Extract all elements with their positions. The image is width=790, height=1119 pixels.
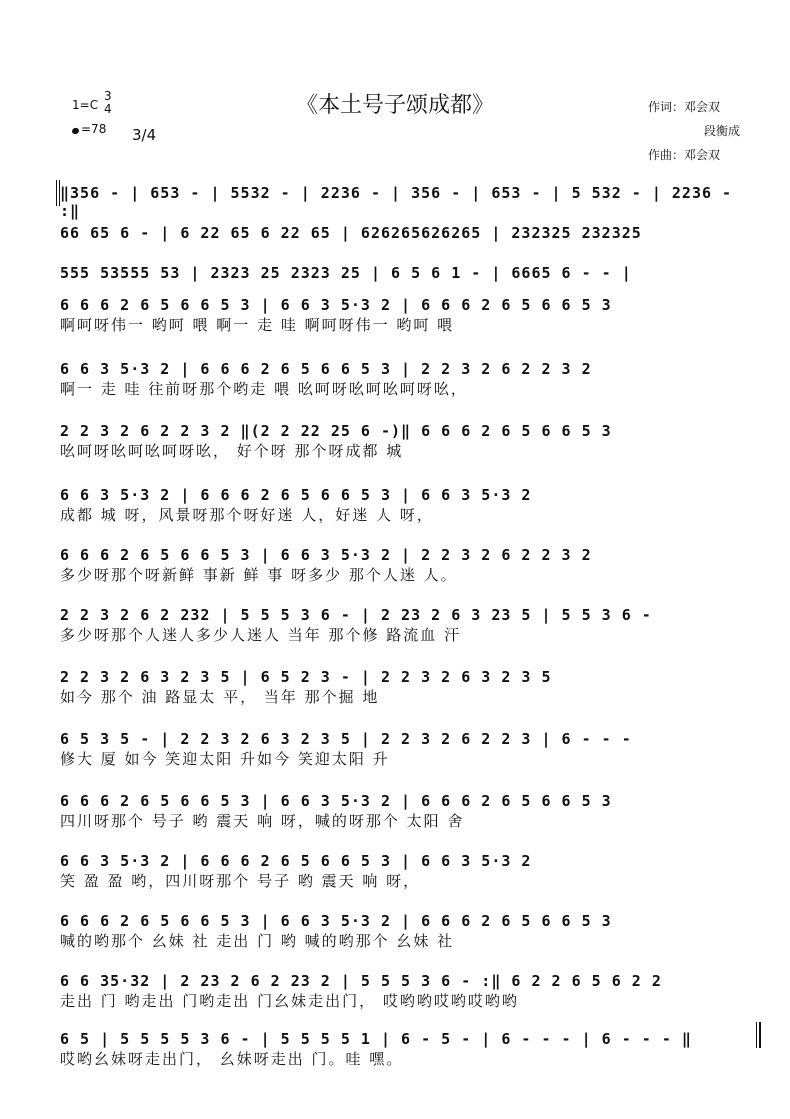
quarter-note-icon (71, 127, 80, 135)
score-notes: 6 6 3 5·3 2 | 6 6 6 2 6 5 6 6 5 3 | 2 2 3 2 6 2 2 3 2 (60, 360, 592, 378)
score-row-13 (60, 852, 760, 891)
start-barline-double (59, 180, 60, 206)
score-lyrics: 吆呵呀吆呵吆呵呀吆， 好个呀 那个呀成都 城 (60, 442, 404, 460)
score-row-16 (60, 1030, 760, 1069)
score-notes: 2 2 3 2 6 2 2 3 2 ‖(2 2 22 25 6 -)‖ 6 6 6 2 6 5 6 6 5 3 (60, 422, 612, 440)
score-row-5 (60, 360, 760, 399)
score-notes: 6 6 6 2 6 5 6 6 5 3 | 6 6 3 5·3 2 | 2 2 3 2 6 2 2 3 2 (60, 546, 592, 564)
score-notes: 6 5 3 5 - | 2 2 3 2 6 3 2 3 5 | 2 2 3 2 6 2 2 3 | 6 - - - (60, 730, 632, 748)
time-signature (104, 90, 112, 116)
score-row-14 (60, 912, 760, 951)
score-row-15 (60, 972, 760, 1011)
score-lyrics: 多少呀那个呀新鲜 事新 鲜 事 呀多少 那个人迷 人。 (60, 566, 458, 584)
final-barline-thick (759, 1022, 761, 1048)
score-notes: 2 2 3 2 6 2 232 | 5 5 5 3 6 - | 2 23 2 6 3 23 5 | 5 5 3 6 - (60, 606, 652, 624)
score-row-11 (60, 730, 760, 769)
tempo-value: =78 (81, 122, 107, 136)
score-notes: 6 5 | 5 5 5 5 3 6 - | 5 5 5 5 1 | 6 - 5 - | 6 - - - | 6 - - - ‖ (60, 1030, 692, 1048)
score-lyrics: 多少呀那个人迷人多少人迷人 当年 那个修 路流血 汗 (60, 626, 462, 644)
score-row-9 (60, 606, 760, 645)
score-notes: 555 53555 53 | 2323 25 2323 25 | 6 5 6 1 - | 6665 6 - - | (60, 264, 632, 282)
score-lyrics: 如今 那个 油 路显太 平， 当年 那个掘 地 (60, 688, 380, 706)
score-row-7 (60, 486, 760, 525)
score-lyrics: 修大 厦 如今 笑迎太阳 升如今 笑迎太阳 升 (60, 750, 390, 768)
score-lyrics: 喊的哟那个 幺妹 社 走出 门 哟 喊的哟那个 幺妹 社 (60, 932, 455, 950)
final-barline (756, 1022, 757, 1048)
score-row-10 (60, 668, 760, 707)
score-row-1 (60, 184, 760, 220)
score-row-12 (60, 792, 760, 831)
score-row-4 (60, 296, 760, 335)
meter: 3/4 (132, 126, 157, 144)
score-notes: 6 6 6 2 6 5 6 6 5 3 | 6 6 3 5·3 2 | 6 6 6 2 6 5 6 6 5 3 (60, 296, 612, 314)
score-lyrics: 笑 盈 盈 哟，四川呀那个 号子 哟 震天 响 呀， (60, 872, 421, 890)
score-row-8 (60, 546, 760, 585)
time-denominator: 4 (104, 102, 112, 116)
score-lyrics: 啊呵呀伟一 哟呵 喂 啊一 走 哇 啊呵呀伟一 哟呵 喂 (60, 316, 455, 334)
score-row-6 (60, 422, 760, 461)
score-lyrics: 成都 城 呀，风景呀那个呀好迷 人，好迷 人 呀， (60, 506, 434, 524)
score-notes: 6 6 3 5·3 2 | 6 6 6 2 6 5 6 6 5 3 | 6 6 3 5·3 2 (60, 486, 532, 504)
tempo-marking (72, 122, 106, 136)
score-notes: 6 6 35·32 | 2 23 2 6 2 23 2 | 5 5 5 3 6 - :‖ 6 2 2 6 5 6 2 2 (60, 972, 662, 990)
score-lyrics: 哎哟幺妹呀走出门， 幺妹呀走出 门。哇 嘿。 (60, 1050, 404, 1068)
song-title: 《本土号子颂成都》 (295, 93, 494, 118)
score-row-2 (60, 224, 760, 242)
score-lyrics: 啊一 走 哇 往前呀那个哟走 喂 吆呵呀吆呵吆呵呀吆， (60, 380, 468, 398)
key-signature: 1=C (72, 98, 99, 112)
score-notes: ‖356 - | 653 - | 5532 - | 2236 - | 356 - | 653 - | 5 532 - | 2236 - :‖ (60, 184, 733, 220)
score-notes: 66 65 6 - | 6 22 65 6 22 65 | 626265626265 | 232325 232325 (60, 224, 642, 242)
score-notes: 6 6 3 5·3 2 | 6 6 6 2 6 5 6 6 5 3 | 6 6 3 5·3 2 (60, 852, 532, 870)
score-notes: 2 2 3 2 6 3 2 3 5 | 6 5 2 3 - | 2 2 3 2 6 3 2 3 5 (60, 668, 552, 686)
score-notes: 6 6 6 2 6 5 6 6 5 3 | 6 6 3 5·3 2 | 6 6 6 2 6 5 6 6 5 3 (60, 792, 612, 810)
time-numerator: 3 (104, 89, 112, 103)
score-lyrics: 四川呀那个 号子 哟 震天 响 呀，喊的呀那个 太阳 舍 (60, 812, 465, 830)
score-row-3 (60, 264, 760, 282)
score-notes: 6 6 6 2 6 5 6 6 5 3 | 6 6 3 5·3 2 | 6 6 6 2 6 5 6 6 5 3 (60, 912, 612, 930)
lyricist-2: 段衡成 (704, 124, 741, 138)
start-barline (56, 180, 57, 206)
lyricist: 作词：邓会双 (648, 100, 721, 114)
composer: 作曲：邓会双 (648, 148, 721, 162)
score-lyrics: 走出 门 哟走出 门哟走出 门幺妹走出门， 哎哟哟哎哟哎哟哟 (60, 992, 519, 1010)
